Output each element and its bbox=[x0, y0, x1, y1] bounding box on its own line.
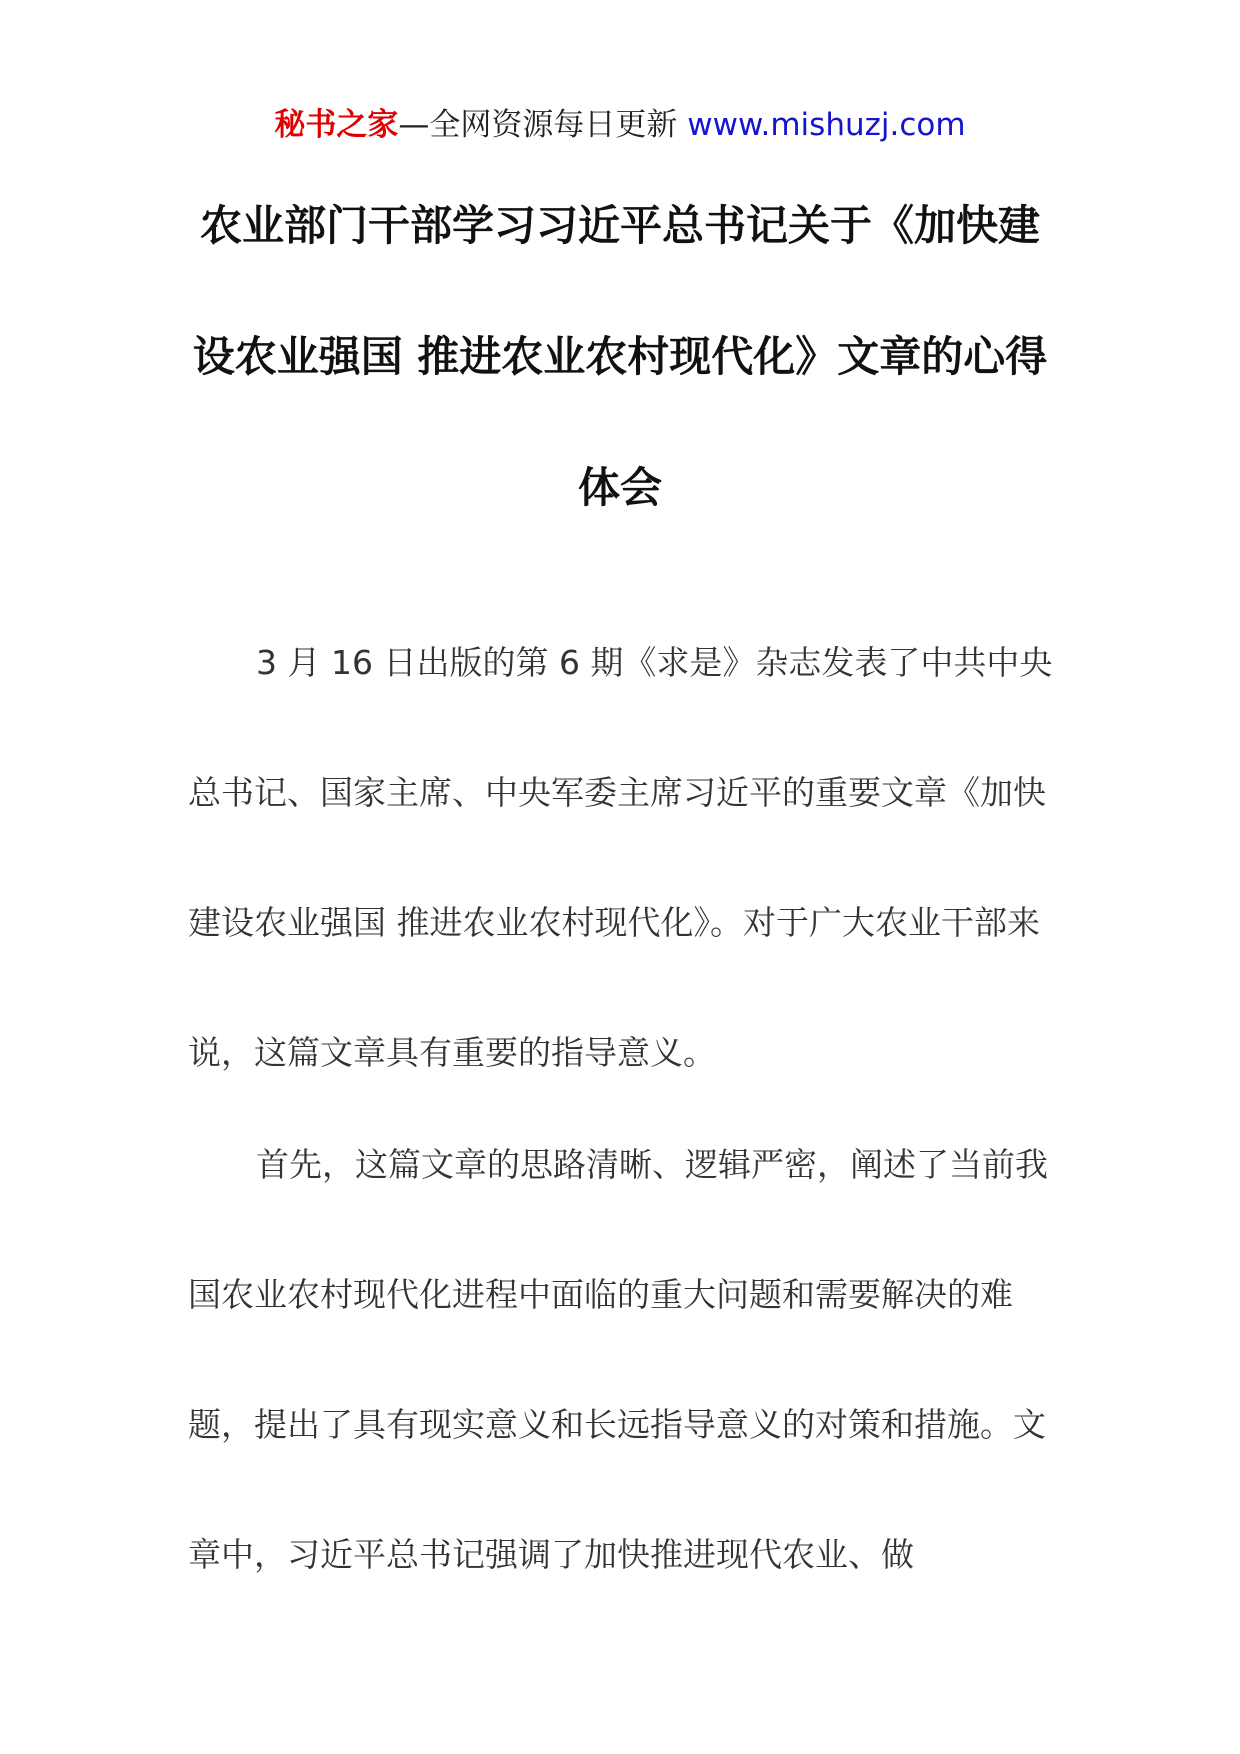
document-title: 农业部门干部学习习近平总书记关于《加快建设农业强国 推进农业农村现代化》文章的心得体会 bbox=[192, 201, 1048, 512]
site-header bbox=[0, 103, 1240, 147]
paragraph-1: 3 月 16 日出版的第 6 期《求是》杂志发表了中共中央总书记、国家主席、中央军委主席习近平的重要文章《加快建设农业强国 推进农业农村现代化》。对于广大农业干部来说，这篇文章具有重要的指导意义。 bbox=[188, 643, 1053, 1072]
paragraph-2: 首先，这篇文章的思路清晰、逻辑严密，阐述了当前我国农业农村现代化进程中面临的重大问题和需要解决的难题，提出了具有现实意义和长远指导意义的对策和措施。文章中，习近平总书记强调了加快推进现代农业、做 bbox=[188, 1145, 1048, 1574]
header-slogan: —全网资源每日更新 bbox=[398, 107, 678, 143]
brand-name: 秘书之家 bbox=[274, 107, 399, 143]
site-url-link[interactable]: www.mishuzj.com bbox=[687, 107, 966, 143]
